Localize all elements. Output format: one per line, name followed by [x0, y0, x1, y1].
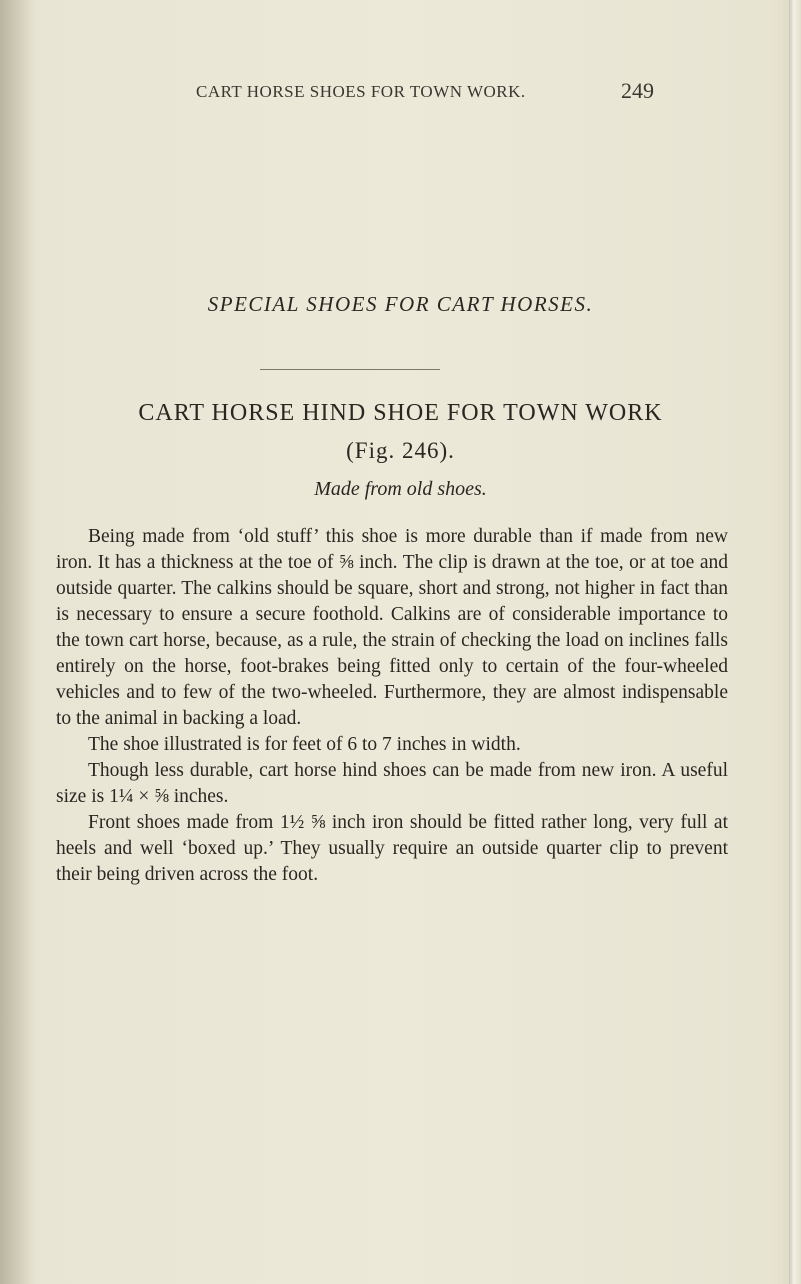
article-heading: CART HORSE HIND SHOE FOR TOWN WORK: [138, 400, 663, 426]
section-title: SPECIAL SHOES FOR CART HORSES.: [207, 292, 594, 316]
spine-shadow: [0, 0, 34, 1284]
body-text: [56, 524, 728, 888]
paragraph: Though less durable, cart horse hind shoes can be made from new iron. A useful size is 1¼ × ⅝ inches.: [56, 760, 728, 807]
divider-rule: [260, 369, 440, 370]
running-head: CART HORSE SHOES FOR TOWN WORK.: [196, 82, 526, 101]
article-subheading: Made from old shoes.: [314, 478, 487, 500]
paragraph: Being made from ‘old stuff’ this shoe is more durable than if made from new iron. It has a thickness at the toe of ⅝ inch. The clip is drawn at the toe, or at toe and outside quarter. The calkins should be square, short and strong, not higher in fact than is necessary to ensure a secure foothold. Calkins are of considerable importance to the town cart horse, because, as a rule, the strain of checking the load on inclines falls entirely on the horse, foot-brakes being fitted only to certain of the four-wheeled vehicles and to few of the two-wheeled. Furthermore, they are almost indispensable to the animal in backing a load.: [56, 526, 728, 729]
paragraph: The shoe illustrated is for feet of 6 to 7 inches in width.: [88, 734, 521, 755]
figure-reference: (Fig. 246).: [346, 438, 455, 463]
paragraph: Front shoes made from 1½ ⅝ inch iron should be fitted rather long, very full at heels and well ‘boxed up.’ They usually require an outside quarter clip to prevent their being driven across the foot.: [56, 812, 728, 885]
page-edge: [789, 0, 801, 1284]
page-number: 249: [621, 78, 654, 103]
